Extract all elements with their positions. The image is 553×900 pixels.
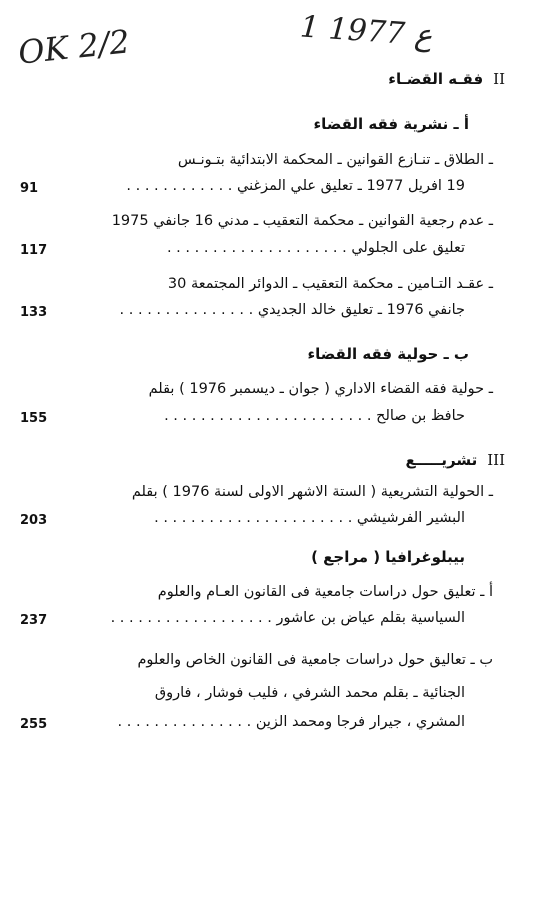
section-number: II [493, 70, 505, 88]
leader-dots: . . . . . . . . . . . . . . . . . . [110, 610, 272, 626]
leader-dots: . . . . . . . . . . . . [126, 178, 233, 194]
section-title: تشريـــــع [405, 451, 478, 469]
subsection-a-heading: أ ـ نشرية فقه القضاء [313, 115, 469, 133]
entry-line: ـ عقـد التـامين ـ محكمة التعقيب ـ الدوائر المجتمعة 30 [167, 276, 493, 292]
entry-text: تعليق على الجلولي [351, 240, 465, 256]
subsection-b-heading: ب ـ حولية فقه القضاء [307, 345, 469, 363]
section-number: III [487, 451, 505, 469]
entry-text: جانفي 1976 ـ تعليق خالد الجديدي [257, 302, 465, 318]
entry-text: 19 افريل 1977 ـ تعليق علي المزغني [237, 178, 465, 194]
entry-text: المشري ، جيرار فرجا ومحمد الزين [255, 714, 465, 730]
entry-line: ـ حولية فقه القضاء الاداري ( جوان ـ ديسمبر 1976 ) بقلم [148, 381, 493, 397]
page-number: 117 [20, 243, 48, 258]
section-2-heading [388, 70, 505, 88]
bibliography-heading: بيبلوغرافيا ( مراجع ) [311, 548, 465, 566]
section-title: فقـه القضـاء [388, 70, 484, 88]
leader-dots: . . . . . . . . . . . . . . . . . . . . . . . [164, 408, 372, 424]
page-number: 133 [20, 305, 48, 320]
page-number: 155 [20, 411, 48, 426]
handwritten-top-note: 1 ع 1977 [298, 9, 434, 54]
entry-line: الجنائية ـ بقلم محمد الشرفي ، فليب فوشار ، فاروق [154, 685, 465, 701]
entry-line [111, 610, 465, 626]
leader-dots: . . . . . . . . . . . . . . . . . . . . . . [154, 510, 353, 526]
page-number: 255 [20, 717, 48, 732]
page-number: 91 [20, 181, 39, 196]
handwritten-ok-note: OK 2/2 [16, 22, 132, 72]
leader-dots: . . . . . . . . . . . . . . . . . . . . [166, 240, 347, 256]
leader-dots: . . . . . . . . . . . . . . . [119, 302, 254, 318]
entry-text: حافظ بن صالح [376, 408, 465, 424]
page-number: 203 [20, 513, 48, 528]
leader-dots: . . . . . . . . . . . . . . . [117, 714, 252, 730]
entry-text: البشير الفرشيشي [356, 510, 465, 526]
entry-line: ـ عدم رجعية القوانين ـ محكمة التعقيب ـ مدني 16 جانفي 1975 [111, 213, 493, 229]
entry-line: ـ الطلاق ـ تنـازع القوانين ـ المحكمة الابتدائية بتـونـس [177, 152, 493, 168]
entry-line [118, 714, 465, 730]
entry-line: ـ الحولية التشريعية ( الستة الاشهر الاولى لسنة 1976 ) بقلم [131, 484, 493, 500]
section-3-heading [405, 451, 505, 469]
entry-text: السياسية بقلم عياض بن عاشور [276, 610, 465, 626]
entry-line [120, 302, 465, 318]
entry-line [164, 408, 465, 424]
entry-line [126, 178, 465, 194]
entry-line [154, 510, 465, 526]
entry-line: أ ـ تعليق حول دراسات جامعية فى القانون العـام والعلوم [157, 584, 493, 600]
entry-line: ب ـ تعاليق حول دراسات جامعية فى القانون الخاص والعلوم [137, 652, 493, 668]
page-number: 237 [20, 613, 48, 628]
entry-line [167, 240, 465, 256]
